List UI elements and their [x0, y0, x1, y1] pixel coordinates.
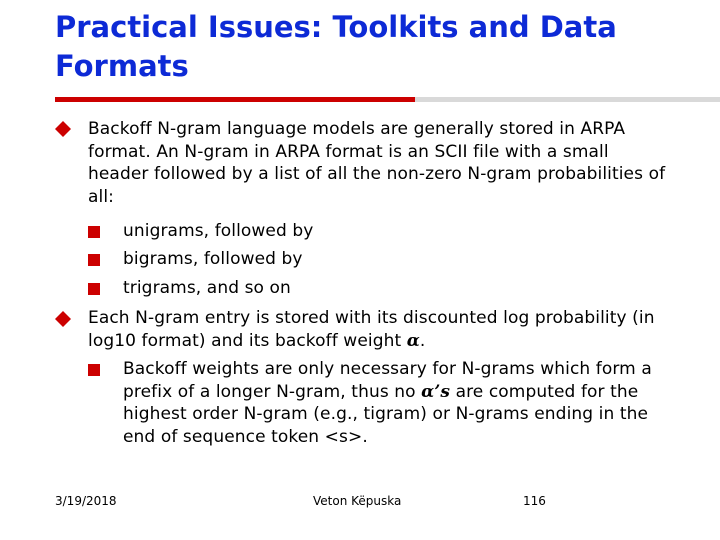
- subbullet-unigrams: unigrams, followed by: [123, 221, 314, 241]
- square-bullet-icon: [88, 226, 100, 238]
- square-bullet-icon: [88, 254, 100, 266]
- bullet-1-text: Backoff N-gram language models are generally stored in ARPA format. An N-gram in ARPA format is an SCII file with a small header followed by a list of all the non-zero N-gram probabilities of all:: [88, 119, 666, 207]
- diamond-bullet-icon: [55, 121, 71, 137]
- footer-date: 3/19/2018: [55, 494, 117, 508]
- footer-author: Veton Këpuska: [313, 494, 402, 508]
- footer-page-number: 116: [523, 494, 546, 508]
- square-bullet-icon: [88, 364, 100, 376]
- alpha-plural-suffix: ’s: [434, 381, 451, 402]
- subbullet-backoff-text-end: are computed for the highest order N-gram (e.g., tigram) or N-grams ending in the end of sequence token <s>.: [123, 381, 649, 447]
- subbullet-backoff-text-main: Backoff weights are only necessary for N-grams which form a prefix of a longer N-gram, thus no: [123, 359, 652, 402]
- diamond-bullet-icon: [55, 311, 71, 327]
- bullet-2-text: [88, 307, 668, 352]
- title-underline: [0, 97, 720, 102]
- subbullet-bigrams: bigrams, followed by: [123, 249, 303, 269]
- page-title: Practical Issues: Toolkits and Data Formats: [55, 10, 617, 83]
- bullet-2-text-end: .: [419, 330, 426, 351]
- square-bullet-icon: [88, 283, 100, 295]
- alpha-symbol: α: [421, 381, 435, 402]
- title-underline-gray: [415, 97, 720, 102]
- subbullet-trigrams: trigrams, and so on: [123, 278, 291, 298]
- subbullet-backoff-weights: [123, 358, 668, 448]
- bullet-2-text-main: Each N-gram entry is stored with its discounted log probability (in log10 format) and its backoff weight: [88, 308, 655, 351]
- alpha-symbol: α: [406, 330, 420, 351]
- title-underline-red: [55, 97, 415, 102]
